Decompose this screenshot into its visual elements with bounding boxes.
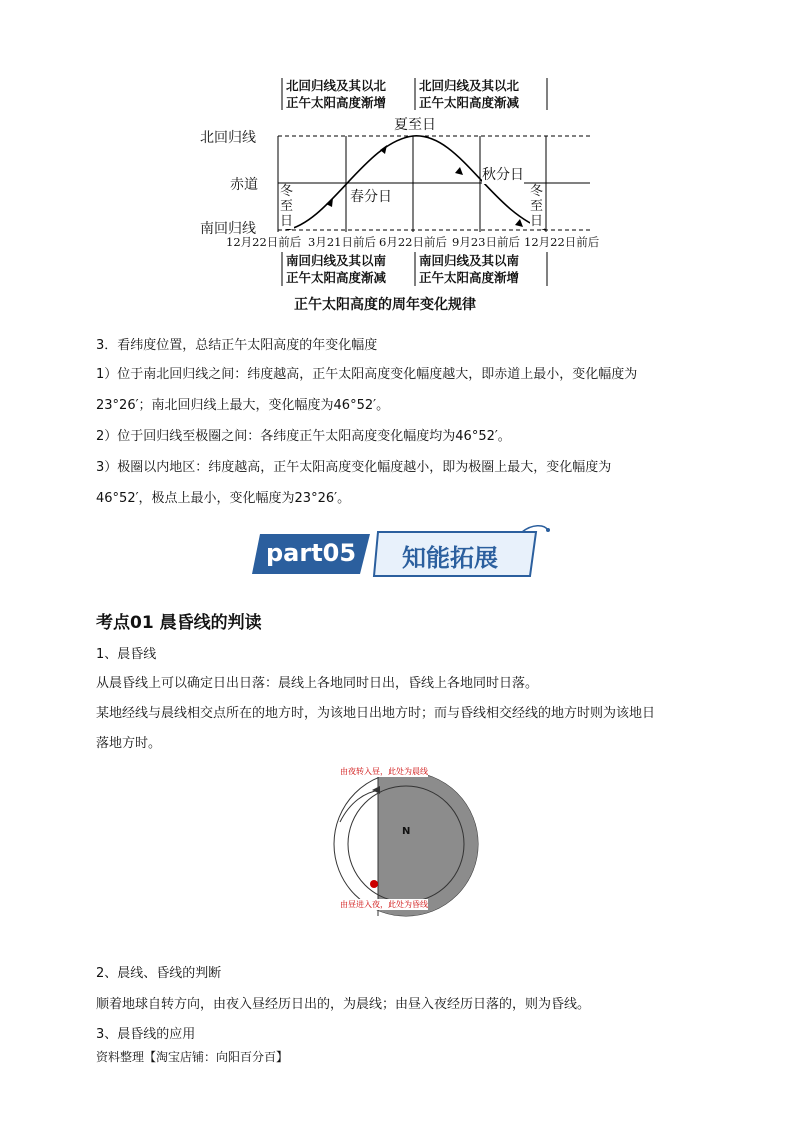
terminator-top-label: 由夜转入昼，此处为晨线 <box>340 767 428 776</box>
section3-p1b: 23°26′；南北回归线上最大，变化幅度为46°52′。 <box>96 398 390 413</box>
label-equator: 赤道 <box>230 177 258 193</box>
section3-p3a: 3）极圈以内地区：纬度越高，正午太阳高度变化幅度越小，即为极圈上最大，变化幅度为 <box>96 460 612 475</box>
date-3: 9月23日前后 <box>452 235 520 249</box>
top-box-left-line2: 正午太阳高度渐增 <box>286 95 387 110</box>
top-box-right-line1: 北回归线及其以北 <box>419 78 520 93</box>
kaodian-heading: 考点01 晨昏线的判读 <box>96 613 262 633</box>
sun-height-figure <box>190 72 610 322</box>
section3-p2: 2）位于回归线至极圈之间：各纬度正午太阳高度变化幅度均为46°52′。 <box>96 429 511 444</box>
kaodian-s1: 1、晨昏线 <box>96 647 157 662</box>
footer-source: 资料整理【淘宝店铺：向阳百分百】 <box>96 1050 289 1064</box>
label-winter-right: 冬至日 <box>530 184 544 229</box>
section2-p: 顺着地球自转方向，由夜入昼经历日出的，为晨线；由昼入夜经历日落的，则为昏线。 <box>96 997 591 1012</box>
date-0: 12月22日前后 <box>226 235 302 249</box>
bottom-box-right-line1: 南回归线及其以南 <box>419 253 520 268</box>
bottom-box-right-line2: 正午太阳高度渐增 <box>419 270 520 285</box>
top-box-left-line1: 北回归线及其以北 <box>286 78 387 93</box>
kaodian-p2b: 落地方时。 <box>96 736 162 751</box>
part-banner <box>252 522 552 586</box>
section2-s3: 3、晨昏线的应用 <box>96 1027 196 1042</box>
bottom-box-left <box>286 252 386 286</box>
top-box-left <box>286 77 386 111</box>
bottom-box-left-line1: 南回归线及其以南 <box>286 253 387 268</box>
section2-s2: 2、晨线、昏线的判断 <box>96 966 222 981</box>
sun-height-diagram <box>190 72 610 322</box>
label-winter-left: 冬至日 <box>280 184 294 229</box>
label-north-tropic: 北回归线 <box>200 130 256 146</box>
date-1: 3月21日前后 <box>308 235 376 249</box>
top-box-right-line2: 正午太阳高度渐减 <box>419 95 520 110</box>
kaodian-p1: 从晨昏线上可以确定日出日落：晨线上各地同时日出，昏线上各地同时日落。 <box>96 676 539 691</box>
section3-p1a: 1）位于南北回归线之间：纬度越高，正午太阳高度变化幅度越大，即赤道上最小，变化幅度为 <box>96 367 638 382</box>
banner-title: 知能拓展 <box>402 544 498 572</box>
terminator-figure <box>310 762 490 922</box>
north-pole-label: N <box>402 826 411 837</box>
terminator-diagram <box>310 762 490 922</box>
date-4: 12月22日前后 <box>524 235 600 249</box>
label-autumn-equinox: 秋分日 <box>482 164 524 184</box>
section3-title: 3．看纬度位置，总结正午太阳高度的年变化幅度 <box>96 338 378 353</box>
banner-part-label: part05 <box>266 539 357 567</box>
figure-caption: 正午太阳高度的周年变化规律 <box>294 297 476 313</box>
kaodian-p2a: 某地经线与晨线相交点所在的地方时，为该地日出地方时；而与昏线相交经线的地方时则为该地日 <box>96 706 656 721</box>
top-box-right <box>419 77 519 111</box>
bottom-box-left-line2: 正午太阳高度渐减 <box>286 270 387 285</box>
section3-p3b: 46°52′，极点上最小，变化幅度为23°26′。 <box>96 491 351 506</box>
label-summer-solstice: 夏至日 <box>394 114 436 134</box>
date-2: 6月22日前后 <box>379 235 447 249</box>
label-south-tropic: 南回归线 <box>200 221 256 237</box>
terminator-bottom-label: 由昼进入夜，此处为昏线 <box>340 900 428 909</box>
bottom-box-right <box>419 252 519 286</box>
label-spring-equinox: 春分日 <box>350 189 392 205</box>
